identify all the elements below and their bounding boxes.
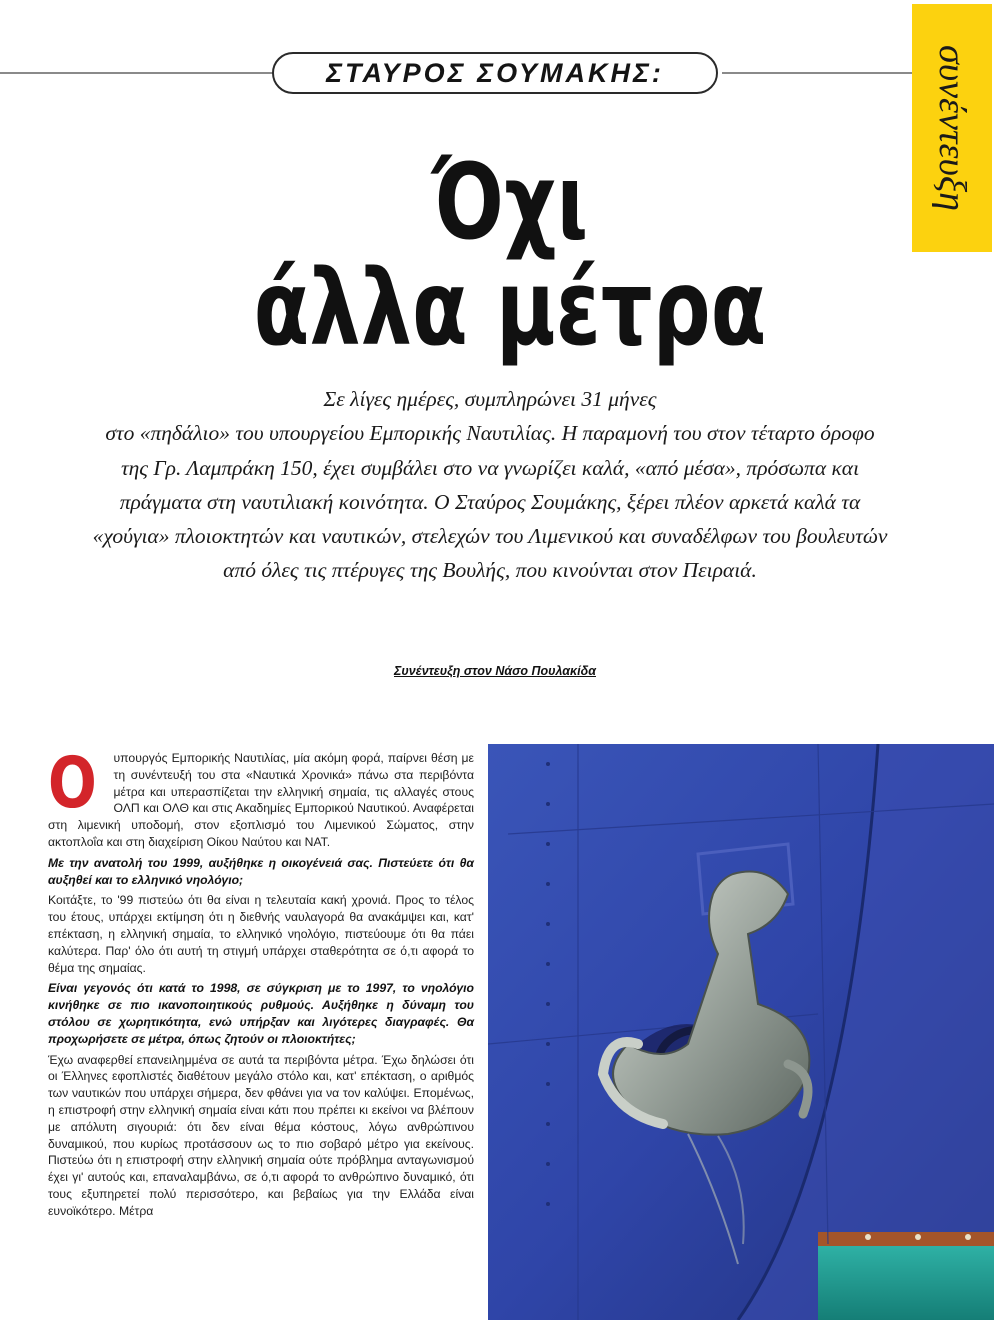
anchor-photo: [488, 744, 994, 1320]
anchor-hull-illustration: [488, 744, 994, 1320]
interview-question: Είναι γεγονός ότι κατά το 1998, σε σύγκριση με το 1997, το νηολόγιο κινήθηκε σε πιο ικανοποιητικούς ρυθμούς. Αυξήθηκε η δύναμη του στόλου σε χωρητικότητα, ενώ υπήρξαν και λιγότερες διαγραφές. Θα προχωρήσετε σε μέτρα, όπως ζητούν οι πλοιοκτήτες;: [48, 981, 474, 1046]
article-paragraph: υπουργός Εμπορικής Ναυτιλίας, μία ακόμη φορά, παίρνει θέση με τη συνέντευξή του στα «Ναυτικά Χρονικά» πάνω στα περιβόντα μέτρα και υπερασπίζεται την ελληνική σημαία, τις αλλαγές στους ΟΛΠ και ΟΛΘ και στις Ακαδημίες Εμπορικού Ναυτικού. Αναφέρεται στη λιμενική υποδομή, στον εξοπλισμό του Λιμενικού Σώματος, στην ακτοπλοΐα και στη διαχείριση Οίκου Ναύτου και ΝΑΤ.: [48, 751, 474, 849]
article-paragraph: Έχω αναφερθεί επανειλημμένα σε αυτά τα περιβόντα μέτρα. Έχω δηλώσει ότι οι Έλληνες εφοπλιστές διαθέτουν μεγάλο στόλο και, κατ' επέκταση, ο αριθμός των ναυτικών που υπάρχει σήμερα, δεν φθάνει για να τον καλύψει. Επομένως, η επιστροφή στην ελληνική σημαία είναι κάτι που πρέπει κι εκείνοι να βλέπουν με απόλυτη σιγουριά: ότι δεν είναι θέμα κόστους, λόγω ανθρώπινου δυναμικού, που κυρίως προτάσσουν ως το πιο σοβαρό μέτρο για εκείνους. Πιστεύω ότι η επιστροφή στην ελληνική σημαία ούτε πρόβλημα ανταγωνισμού έχει γι' αυτούς και, επαναλαμβάνω, σε ό,τι αφορά το ανθρώπινο δυναμικό, ότι τους εξυπηρετεί πολύ περισσότερο, και βεβαίως για την Ελλάδα είναι ευνοϊκότερο. Μέτρα: [48, 1052, 474, 1218]
intro-line: Σε λίγες ημέρες, συμπληρώνει 31 μήνες: [323, 387, 657, 411]
interview-question: Με την ανατολή του 1999, αυξήθηκε η οικογένειά σας. Πιστεύετε ότι θα αυξηθεί και το ελληνικό νηολόγιο;: [48, 855, 474, 887]
intro-line: της Γρ. Λαμπράκη 150, έχει συμβάλει στο να γνωρίζει καλά, «από μέσα», πρόσωπα και: [120, 455, 860, 480]
drop-cap: Ο: [48, 742, 97, 824]
section-tab-label: συνέντευξη: [931, 44, 973, 212]
intro-paragraph: [30, 382, 950, 588]
article-paragraph: Κοιτάξτε, το '99 πιστεύω ότι θα είναι η τελευταία κακή χρονιά. Προς το τέλος του έτους, υπάρχει εκτίμηση ότι η διεθνής ναυλαγορά θα ανακάμψει και, κατ' επέκταση, η ελληνική σημαία, το ελληνικό νηολόγιο, πιστεύουμε ότι θα πάει καλύτερα. Παρ' όλο ότι αυτή τη στιγμή υπάρχει σταθερότητα σε ό,τι αφορά το θέμα της σημαίας.: [48, 893, 474, 975]
intro-line: από όλες τις πτέρυγες της Βουλής, που κινούνται στον Πειραιά.: [223, 558, 757, 583]
intro-line: «χούγια» πλοιοκτητών και ναυτικών, στελεχών του Λιμενικού και συναδέλφων του βουλευτών: [92, 524, 888, 549]
header-rule-left: [0, 72, 278, 74]
section-tab: [912, 4, 992, 252]
headline-line-2: άλλα μέτρα: [253, 247, 767, 369]
headline-line-1: Όχι: [431, 141, 589, 263]
byline: Συνέντευξη στον Νάσο Πουλακίδα: [394, 664, 596, 678]
intro-line: στο «πηδάλιο» του υπουργείου Εμπορικής Ναυτιλίας. Η παραμονή του στον τέταρτο όροφο: [105, 421, 875, 446]
article-body: [48, 742, 474, 1224]
kicker-name-box: ΣΤΑΥΡΟΣ ΣΟΥΜΑΚΗΣ:: [272, 52, 718, 94]
header-rule-right: [722, 72, 912, 74]
intro-line: πράγματα στη ναυτιλιακή κοινότητα. Ο Σταύρος Σουμάκης, ξέρει πλέον αρκετά καλά τα: [119, 489, 861, 514]
